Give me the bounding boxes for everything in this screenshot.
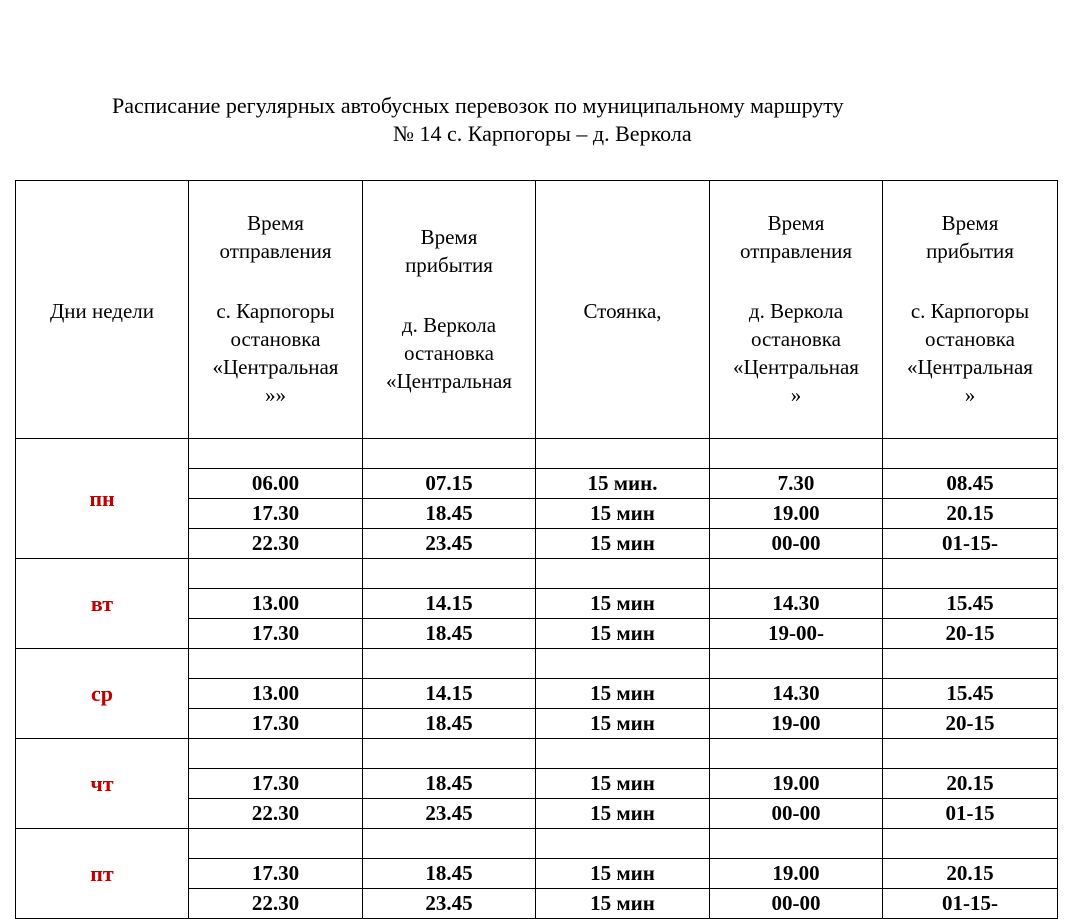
departure-verkola-cell: 19.00 [710,769,883,799]
arrival-verkola-cell: 07.15 [363,469,536,499]
empty-cell [710,829,883,859]
empty-cell [189,739,363,769]
day-label: пт [16,829,189,919]
empty-cell [883,559,1058,589]
arrival-karpogory-cell: 15.45 [883,589,1058,619]
day-spacer-row [16,559,1058,589]
header-departure-verkola-title: Время отправления [739,211,853,263]
departure-karpogory-cell: 22.30 [189,529,363,559]
empty-cell [883,649,1058,679]
day-spacer-row [16,829,1058,859]
empty-cell [363,829,536,859]
header-departure-karpogory [189,181,363,439]
header-arrival-karpogory-title: Время прибытия [926,211,1014,263]
header-arrival-karpogory-stop: с. Карпогоры остановка «Центральная » [907,299,1033,407]
day-spacer-row [16,439,1058,469]
empty-cell [710,559,883,589]
departure-karpogory-cell: 17.30 [189,499,363,529]
header-departure-karpogory-stop: с. Карпогоры остановка «Центральная »» [212,299,339,407]
departure-verkola-cell: 19-00- [710,619,883,649]
arrival-verkola-cell: 18.45 [363,499,536,529]
title-line-2: № 14 с. Карпогоры – д. Веркола [393,121,692,146]
empty-cell [536,559,710,589]
departure-karpogory-cell: 22.30 [189,889,363,919]
day-spacer-row [16,739,1058,769]
header-arrival-karpogory [883,181,1058,439]
departure-karpogory-cell: 06.00 [189,469,363,499]
document-title [0,92,1091,148]
empty-cell [710,439,883,469]
stop-duration-cell: 15 мин [536,709,710,739]
header-departure-verkola-stop: д. Веркола остановка «Центральная » [733,299,859,407]
empty-cell [189,439,363,469]
arrival-verkola-cell: 14.15 [363,589,536,619]
empty-cell [536,649,710,679]
departure-karpogory-cell: 17.30 [189,859,363,889]
departure-verkola-cell: 00-00 [710,529,883,559]
arrival-verkola-cell: 18.45 [363,709,536,739]
departure-verkola-cell: 19.00 [710,859,883,889]
arrival-verkola-cell: 18.45 [363,859,536,889]
departure-verkola-cell: 14.30 [710,679,883,709]
empty-cell [363,739,536,769]
header-arrival-verkola-title: Время прибытия [405,225,493,277]
arrival-verkola-cell: 14.15 [363,679,536,709]
arrival-karpogory-cell: 20.15 [883,859,1058,889]
empty-cell [883,829,1058,859]
departure-verkola-cell: 00-00 [710,799,883,829]
arrival-karpogory-cell: 15.45 [883,679,1058,709]
day-label: чт [16,739,189,829]
departure-verkola-cell: 19-00 [710,709,883,739]
stop-duration-cell: 15 мин [536,499,710,529]
empty-cell [363,439,536,469]
departure-karpogory-cell: 17.30 [189,709,363,739]
empty-cell [710,649,883,679]
stop-duration-cell: 15 мин [536,859,710,889]
header-days: Дни недели [16,181,189,439]
title-line-1: Расписание регулярных автобусных перевозок по муниципальному маршруту [112,93,844,118]
stop-duration-cell: 15 мин. [536,469,710,499]
arrival-verkola-cell: 18.45 [363,619,536,649]
header-arrival-verkola-stop: д. Веркола остановка «Центральная [386,313,512,393]
departure-karpogory-cell: 22.30 [189,799,363,829]
day-label: пн [16,439,189,559]
arrival-karpogory-cell: 01-15- [883,529,1058,559]
departure-karpogory-cell: 13.00 [189,589,363,619]
empty-cell [363,559,536,589]
arrival-verkola-cell: 18.45 [363,769,536,799]
arrival-karpogory-cell: 20.15 [883,499,1058,529]
empty-cell [536,829,710,859]
arrival-karpogory-cell: 20.15 [883,769,1058,799]
header-departure-karpogory-title: Время отправления [219,211,332,263]
empty-cell [363,649,536,679]
arrival-verkola-cell: 23.45 [363,889,536,919]
day-spacer-row [16,649,1058,679]
empty-cell [883,439,1058,469]
stop-duration-cell: 15 мин [536,769,710,799]
day-label: вт [16,559,189,649]
departure-karpogory-cell: 13.00 [189,679,363,709]
empty-cell [536,439,710,469]
stop-duration-cell: 15 мин [536,889,710,919]
stop-duration-cell: 15 мин [536,529,710,559]
arrival-verkola-cell: 23.45 [363,799,536,829]
header-stop-duration: Стоянка, [536,181,710,439]
departure-verkola-cell: 19.00 [710,499,883,529]
header-departure-verkola [710,181,883,439]
empty-cell [189,559,363,589]
departure-verkola-cell: 7.30 [710,469,883,499]
arrival-karpogory-cell: 20-15 [883,709,1058,739]
departure-karpogory-cell: 17.30 [189,619,363,649]
departure-karpogory-cell: 17.30 [189,769,363,799]
empty-cell [883,739,1058,769]
stop-duration-cell: 15 мин [536,799,710,829]
departure-verkola-cell: 00-00 [710,889,883,919]
empty-cell [189,829,363,859]
stop-duration-cell: 15 мин [536,619,710,649]
empty-cell [189,649,363,679]
stop-duration-cell: 15 мин [536,589,710,619]
schedule-table [15,180,1058,919]
arrival-karpogory-cell: 20-15 [883,619,1058,649]
arrival-karpogory-cell: 01-15 [883,799,1058,829]
departure-verkola-cell: 14.30 [710,589,883,619]
arrival-verkola-cell: 23.45 [363,529,536,559]
day-label: ср [16,649,189,739]
header-arrival-verkola [363,181,536,439]
header-row [16,181,1058,439]
arrival-karpogory-cell: 01-15- [883,889,1058,919]
arrival-karpogory-cell: 08.45 [883,469,1058,499]
empty-cell [536,739,710,769]
empty-cell [710,739,883,769]
stop-duration-cell: 15 мин [536,679,710,709]
